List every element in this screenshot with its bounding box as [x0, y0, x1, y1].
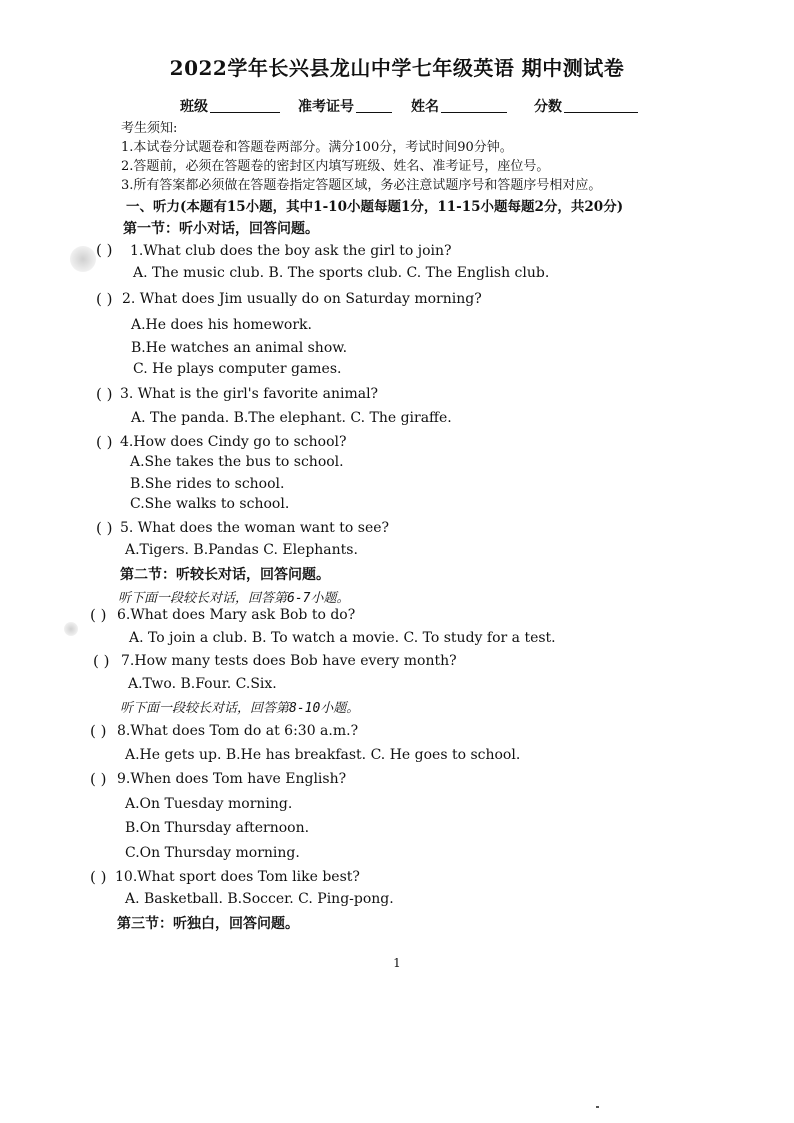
listening-hint-8-10: 听下面一段较长对话，回答第8-10小题。	[120, 701, 360, 716]
class-label: 班级	[180, 99, 208, 115]
question-4-option-b: B.She rides to school.	[130, 476, 285, 492]
question-1-options: A. The music club. B. The sports club. C. The English club.	[133, 265, 550, 281]
question-4: 4.How does Cindy go to school?	[120, 434, 347, 450]
name-field[interactable]	[411, 96, 507, 116]
answer-blank-4[interactable]: ( )	[96, 433, 113, 451]
question-9-option-c: C.On Thursday morning.	[125, 845, 300, 861]
question-8: 8.What does Tom do at 6:30 a.m.?	[117, 723, 359, 739]
question-7-options: A.Two. B.Four. C.Six.	[128, 676, 277, 692]
question-2-option-c: C. He plays computer games.	[133, 361, 342, 377]
question-9-option-a: A.On Tuesday morning.	[125, 796, 293, 812]
question-5: 5. What does the woman want to see?	[120, 520, 390, 536]
question-3: 3. What is the girl's favorite animal?	[120, 386, 379, 402]
score-label: 分数	[534, 99, 562, 115]
answer-blank-6[interactable]: ( )	[90, 606, 107, 624]
page-number: 1	[393, 956, 401, 970]
question-6-options: A. To join a club. B. To watch a movie. C. To study for a test.	[129, 630, 556, 646]
answer-blank-1[interactable]: ( )	[96, 241, 113, 259]
answer-blank-3[interactable]: ( )	[96, 385, 113, 403]
question-2-option-a: A.He does his homework.	[131, 317, 312, 333]
scan-dot	[596, 1106, 599, 1108]
scan-smudge	[70, 246, 96, 272]
scan-smudge	[64, 622, 78, 636]
section2-heading: 第二节：听较长对话，回答问题。	[120, 567, 330, 583]
note-item: 3.所有答案都必须做在答题卷指定答题区域，务必注意试题序号和答题序号相对应。	[121, 178, 602, 193]
exam-no-label: 准考证号	[298, 99, 354, 115]
score-field[interactable]	[534, 96, 638, 116]
part1-heading: 一、听力(本题有15小题，其中1-10小题每题1分，11-15小题每题2分，共20分)	[126, 199, 624, 215]
exam-no-field[interactable]	[298, 96, 392, 116]
question-7: 7.How many tests does Bob have every month?	[121, 653, 457, 669]
note-item: 1.本试卷分试题卷和答题卷两部分。满分100分，考试时间90分钟。	[121, 140, 513, 155]
answer-blank-9[interactable]: ( )	[90, 770, 107, 788]
answer-blank-8[interactable]: ( )	[90, 722, 107, 740]
question-4-option-a: A.She takes the bus to school.	[130, 454, 344, 470]
section1-heading: 第一节：听小对话，回答问题。	[123, 221, 319, 237]
question-5-options: A.Tigers. B.Pandas C. Elephants.	[125, 542, 358, 558]
note-item: 2.答题前，必须在答题卷的密封区内填写班级、姓名、准考证号，座位号。	[121, 159, 550, 174]
section3-heading: 第三节：听独白，回答问题。	[117, 916, 299, 932]
notes-heading: 考生须知:	[121, 121, 178, 136]
question-2-option-b: B.He watches an animal show.	[131, 340, 348, 356]
page-title: 2022学年长兴县龙山中学七年级英语 期中测试卷	[169, 56, 625, 80]
score-blank[interactable]	[564, 98, 638, 113]
class-field[interactable]	[180, 96, 280, 116]
exam-no-blank[interactable]	[356, 98, 392, 113]
question-9: 9.When does Tom have English?	[117, 771, 347, 787]
class-blank[interactable]	[210, 98, 280, 113]
question-4-option-c: C.She walks to school.	[130, 496, 290, 512]
question-6: 6.What does Mary ask Bob to do?	[117, 607, 356, 623]
question-9-option-b: B.On Thursday afternoon.	[125, 820, 310, 836]
answer-blank-7[interactable]: ( )	[93, 652, 110, 670]
name-blank[interactable]	[441, 98, 507, 113]
question-2: 2. What does Jim usually do on Saturday morning?	[122, 291, 482, 307]
listening-hint-6-7: 听下面一段较长对话，回答第6-7小题。	[118, 591, 350, 606]
question-1: 1.What club does the boy ask the girl to join?	[130, 243, 452, 259]
name-label: 姓名	[411, 99, 439, 115]
answer-blank-5[interactable]: ( )	[96, 519, 113, 537]
answer-blank-2[interactable]: ( )	[96, 290, 113, 308]
question-8-options: A.He gets up. B.He has breakfast. C. He goes to school.	[125, 747, 521, 763]
question-10-options: A. Basketball. B.Soccer. C. Ping-pong.	[125, 891, 394, 907]
question-10: 10.What sport does Tom like best?	[115, 869, 360, 885]
question-3-options: A. The panda. B.The elephant. C. The giraffe.	[131, 410, 452, 426]
answer-blank-10[interactable]: ( )	[90, 868, 107, 886]
